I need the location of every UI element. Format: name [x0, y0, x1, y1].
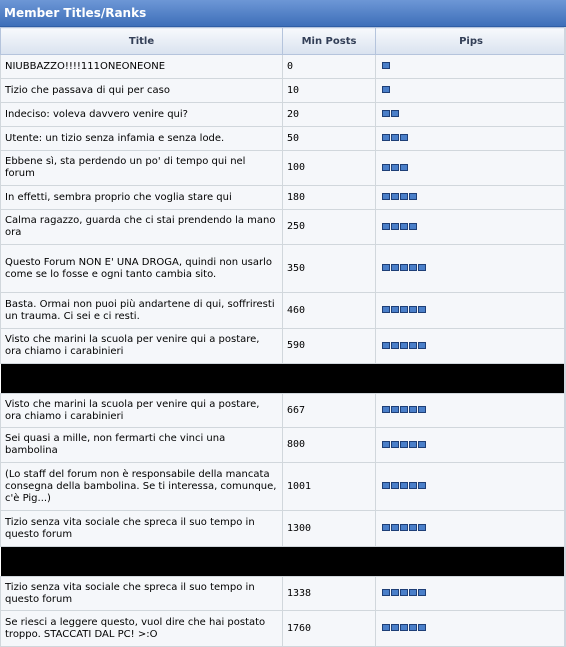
- pip-icon: [382, 164, 390, 171]
- pip-icon: [409, 482, 417, 489]
- table-row: [1, 103, 566, 127]
- pip-icon: [382, 482, 390, 489]
- pips-cell: [376, 293, 566, 329]
- pips-cell: [376, 186, 566, 210]
- rank-title-cell: Tizio senza vita sociale che spreca il suo tempo in questo forum: [1, 577, 283, 611]
- pip-icon: [400, 482, 408, 489]
- pip-icon: [409, 264, 417, 271]
- pips-cell: [376, 511, 566, 547]
- pip-icon: [400, 589, 408, 596]
- column-header-pips[interactable]: Pips: [376, 28, 566, 55]
- min-posts-cell: 100: [283, 151, 376, 186]
- rank-title-cell: Calma ragazzo, guarda che ci stai prendendo la mano ora: [1, 210, 283, 245]
- pip-icon: [418, 589, 426, 596]
- pip-icon: [382, 524, 390, 531]
- rank-title-cell: Utente: un tizio senza infamia e senza lode.: [1, 127, 283, 151]
- separator-bar: [1, 547, 566, 577]
- min-posts-cell: 1001: [283, 463, 376, 511]
- pips-cell: [376, 611, 566, 647]
- pip-icon: [418, 264, 426, 271]
- pips-cell: [376, 463, 566, 511]
- pip-icon: [400, 624, 408, 631]
- min-posts-cell: 0: [283, 55, 376, 79]
- pip-icon: [418, 306, 426, 313]
- rank-title-cell: Basta. Ormai non puoi più andartene di qui, soffriresti un trauma. Ci sei e ci resti.: [1, 293, 283, 329]
- ranks-table: [0, 27, 566, 647]
- pip-icon: [409, 524, 417, 531]
- table-row: [1, 428, 566, 463]
- min-posts-cell: 590: [283, 329, 376, 364]
- pip-icon: [382, 193, 390, 200]
- min-posts-cell: 180: [283, 186, 376, 210]
- pip-icon: [409, 624, 417, 631]
- min-posts-cell: 250: [283, 210, 376, 245]
- pip-icon: [391, 223, 399, 230]
- pip-icon: [391, 193, 399, 200]
- rank-title-cell: Se riesci a leggere questo, vuol dire che hai postato troppo. STACCATI DAL PC! >:O: [1, 611, 283, 647]
- min-posts-cell: 20: [283, 103, 376, 127]
- pip-icon: [400, 524, 408, 531]
- pips-cell: [376, 329, 566, 364]
- rank-title-cell: Visto che marini la scuola per venire qui a postare, ora chiamo i carabinieri: [1, 329, 283, 364]
- min-posts-cell: 350: [283, 245, 376, 293]
- pip-icon: [400, 134, 408, 141]
- table-row: [1, 245, 566, 293]
- pip-icon: [409, 223, 417, 230]
- pip-icon: [391, 110, 399, 117]
- pip-icon: [391, 441, 399, 448]
- pip-icon: [391, 164, 399, 171]
- pip-icon: [382, 110, 390, 117]
- rank-title-cell: Indeciso: voleva davvero venire qui?: [1, 103, 283, 127]
- rank-title-cell: Questo Forum NON E' UNA DROGA, quindi non usarlo come se lo fosse e ogni tanto cambia sito.: [1, 245, 283, 293]
- pips-cell: [376, 103, 566, 127]
- pip-icon: [409, 441, 417, 448]
- pip-icon: [400, 342, 408, 349]
- table-row: [1, 186, 566, 210]
- pip-icon: [391, 134, 399, 141]
- pip-icon: [382, 223, 390, 230]
- pip-icon: [391, 524, 399, 531]
- pip-icon: [409, 342, 417, 349]
- rank-title-cell: Tizio che passava di qui per caso: [1, 79, 283, 103]
- min-posts-cell: 460: [283, 293, 376, 329]
- min-posts-cell: 50: [283, 127, 376, 151]
- pip-icon: [418, 524, 426, 531]
- pips-cell: [376, 394, 566, 428]
- section-separator: [1, 364, 566, 394]
- pips-cell: [376, 127, 566, 151]
- pip-icon: [391, 306, 399, 313]
- pip-icon: [418, 342, 426, 349]
- column-header-title[interactable]: Title: [1, 28, 283, 55]
- table-row: [1, 329, 566, 364]
- pips-cell: [376, 79, 566, 103]
- min-posts-cell: 667: [283, 394, 376, 428]
- pip-icon: [400, 193, 408, 200]
- pip-icon: [409, 406, 417, 413]
- pip-icon: [400, 164, 408, 171]
- pip-icon: [391, 624, 399, 631]
- pip-icon: [418, 482, 426, 489]
- table-row: [1, 151, 566, 186]
- section-separator: [1, 547, 566, 577]
- pips-cell: [376, 577, 566, 611]
- pip-icon: [391, 589, 399, 596]
- table-row: [1, 611, 566, 647]
- pip-icon: [418, 624, 426, 631]
- pip-icon: [382, 406, 390, 413]
- pips-cell: [376, 55, 566, 79]
- rank-title-cell: Ebbene sì, sta perdendo un po' di tempo qui nel forum: [1, 151, 283, 186]
- rank-title-cell: Sei quasi a mille, non fermarti che vinci una bambolina: [1, 428, 283, 463]
- pip-icon: [400, 264, 408, 271]
- pip-icon: [382, 441, 390, 448]
- pip-icon: [400, 441, 408, 448]
- panel-title-bar: [0, 0, 566, 27]
- rank-title-cell: In effetti, sembra proprio che voglia stare qui: [1, 186, 283, 210]
- table-row: [1, 210, 566, 245]
- pip-icon: [382, 264, 390, 271]
- table-row: [1, 79, 566, 103]
- pip-icon: [409, 193, 417, 200]
- pip-icon: [391, 342, 399, 349]
- pips-cell: [376, 151, 566, 186]
- pip-icon: [382, 62, 390, 69]
- table-row: [1, 127, 566, 151]
- pip-icon: [382, 306, 390, 313]
- pips-cell: [376, 210, 566, 245]
- min-posts-cell: 1338: [283, 577, 376, 611]
- min-posts-cell: 1760: [283, 611, 376, 647]
- pip-icon: [382, 342, 390, 349]
- table-row: [1, 511, 566, 547]
- pips-cell: [376, 245, 566, 293]
- rank-title-cell: (Lo staff del forum non è responsabile della mancata consegna della bambolina. Se ti interessa, comunque, c'è Pig...): [1, 463, 283, 511]
- table-row: [1, 463, 566, 511]
- pip-icon: [400, 306, 408, 313]
- pip-icon: [382, 134, 390, 141]
- separator-bar: [1, 364, 566, 394]
- table-row: [1, 293, 566, 329]
- table-row: [1, 577, 566, 611]
- pips-cell: [376, 428, 566, 463]
- pip-icon: [382, 624, 390, 631]
- pip-icon: [409, 589, 417, 596]
- pip-icon: [391, 482, 399, 489]
- panel-title: Member Titles/Ranks: [4, 6, 146, 20]
- min-posts-cell: 800: [283, 428, 376, 463]
- pip-icon: [391, 406, 399, 413]
- table-header-row: [1, 28, 566, 55]
- table-row: [1, 55, 566, 79]
- pip-icon: [418, 441, 426, 448]
- pip-icon: [391, 264, 399, 271]
- pip-icon: [400, 223, 408, 230]
- rank-title-cell: Tizio senza vita sociale che spreca il suo tempo in questo forum: [1, 511, 283, 547]
- min-posts-cell: 10: [283, 79, 376, 103]
- pip-icon: [382, 86, 390, 93]
- pip-icon: [382, 589, 390, 596]
- column-header-min-posts[interactable]: Min Posts: [283, 28, 376, 55]
- min-posts-cell: 1300: [283, 511, 376, 547]
- pip-icon: [409, 306, 417, 313]
- table-row: [1, 394, 566, 428]
- rank-title-cell: Visto che marini la scuola per venire qui a postare, ora chiamo i carabinieri: [1, 394, 283, 428]
- pip-icon: [400, 406, 408, 413]
- rank-title-cell: NIUBBAZZO!!!!111ONEONEONE: [1, 55, 283, 79]
- pip-icon: [418, 406, 426, 413]
